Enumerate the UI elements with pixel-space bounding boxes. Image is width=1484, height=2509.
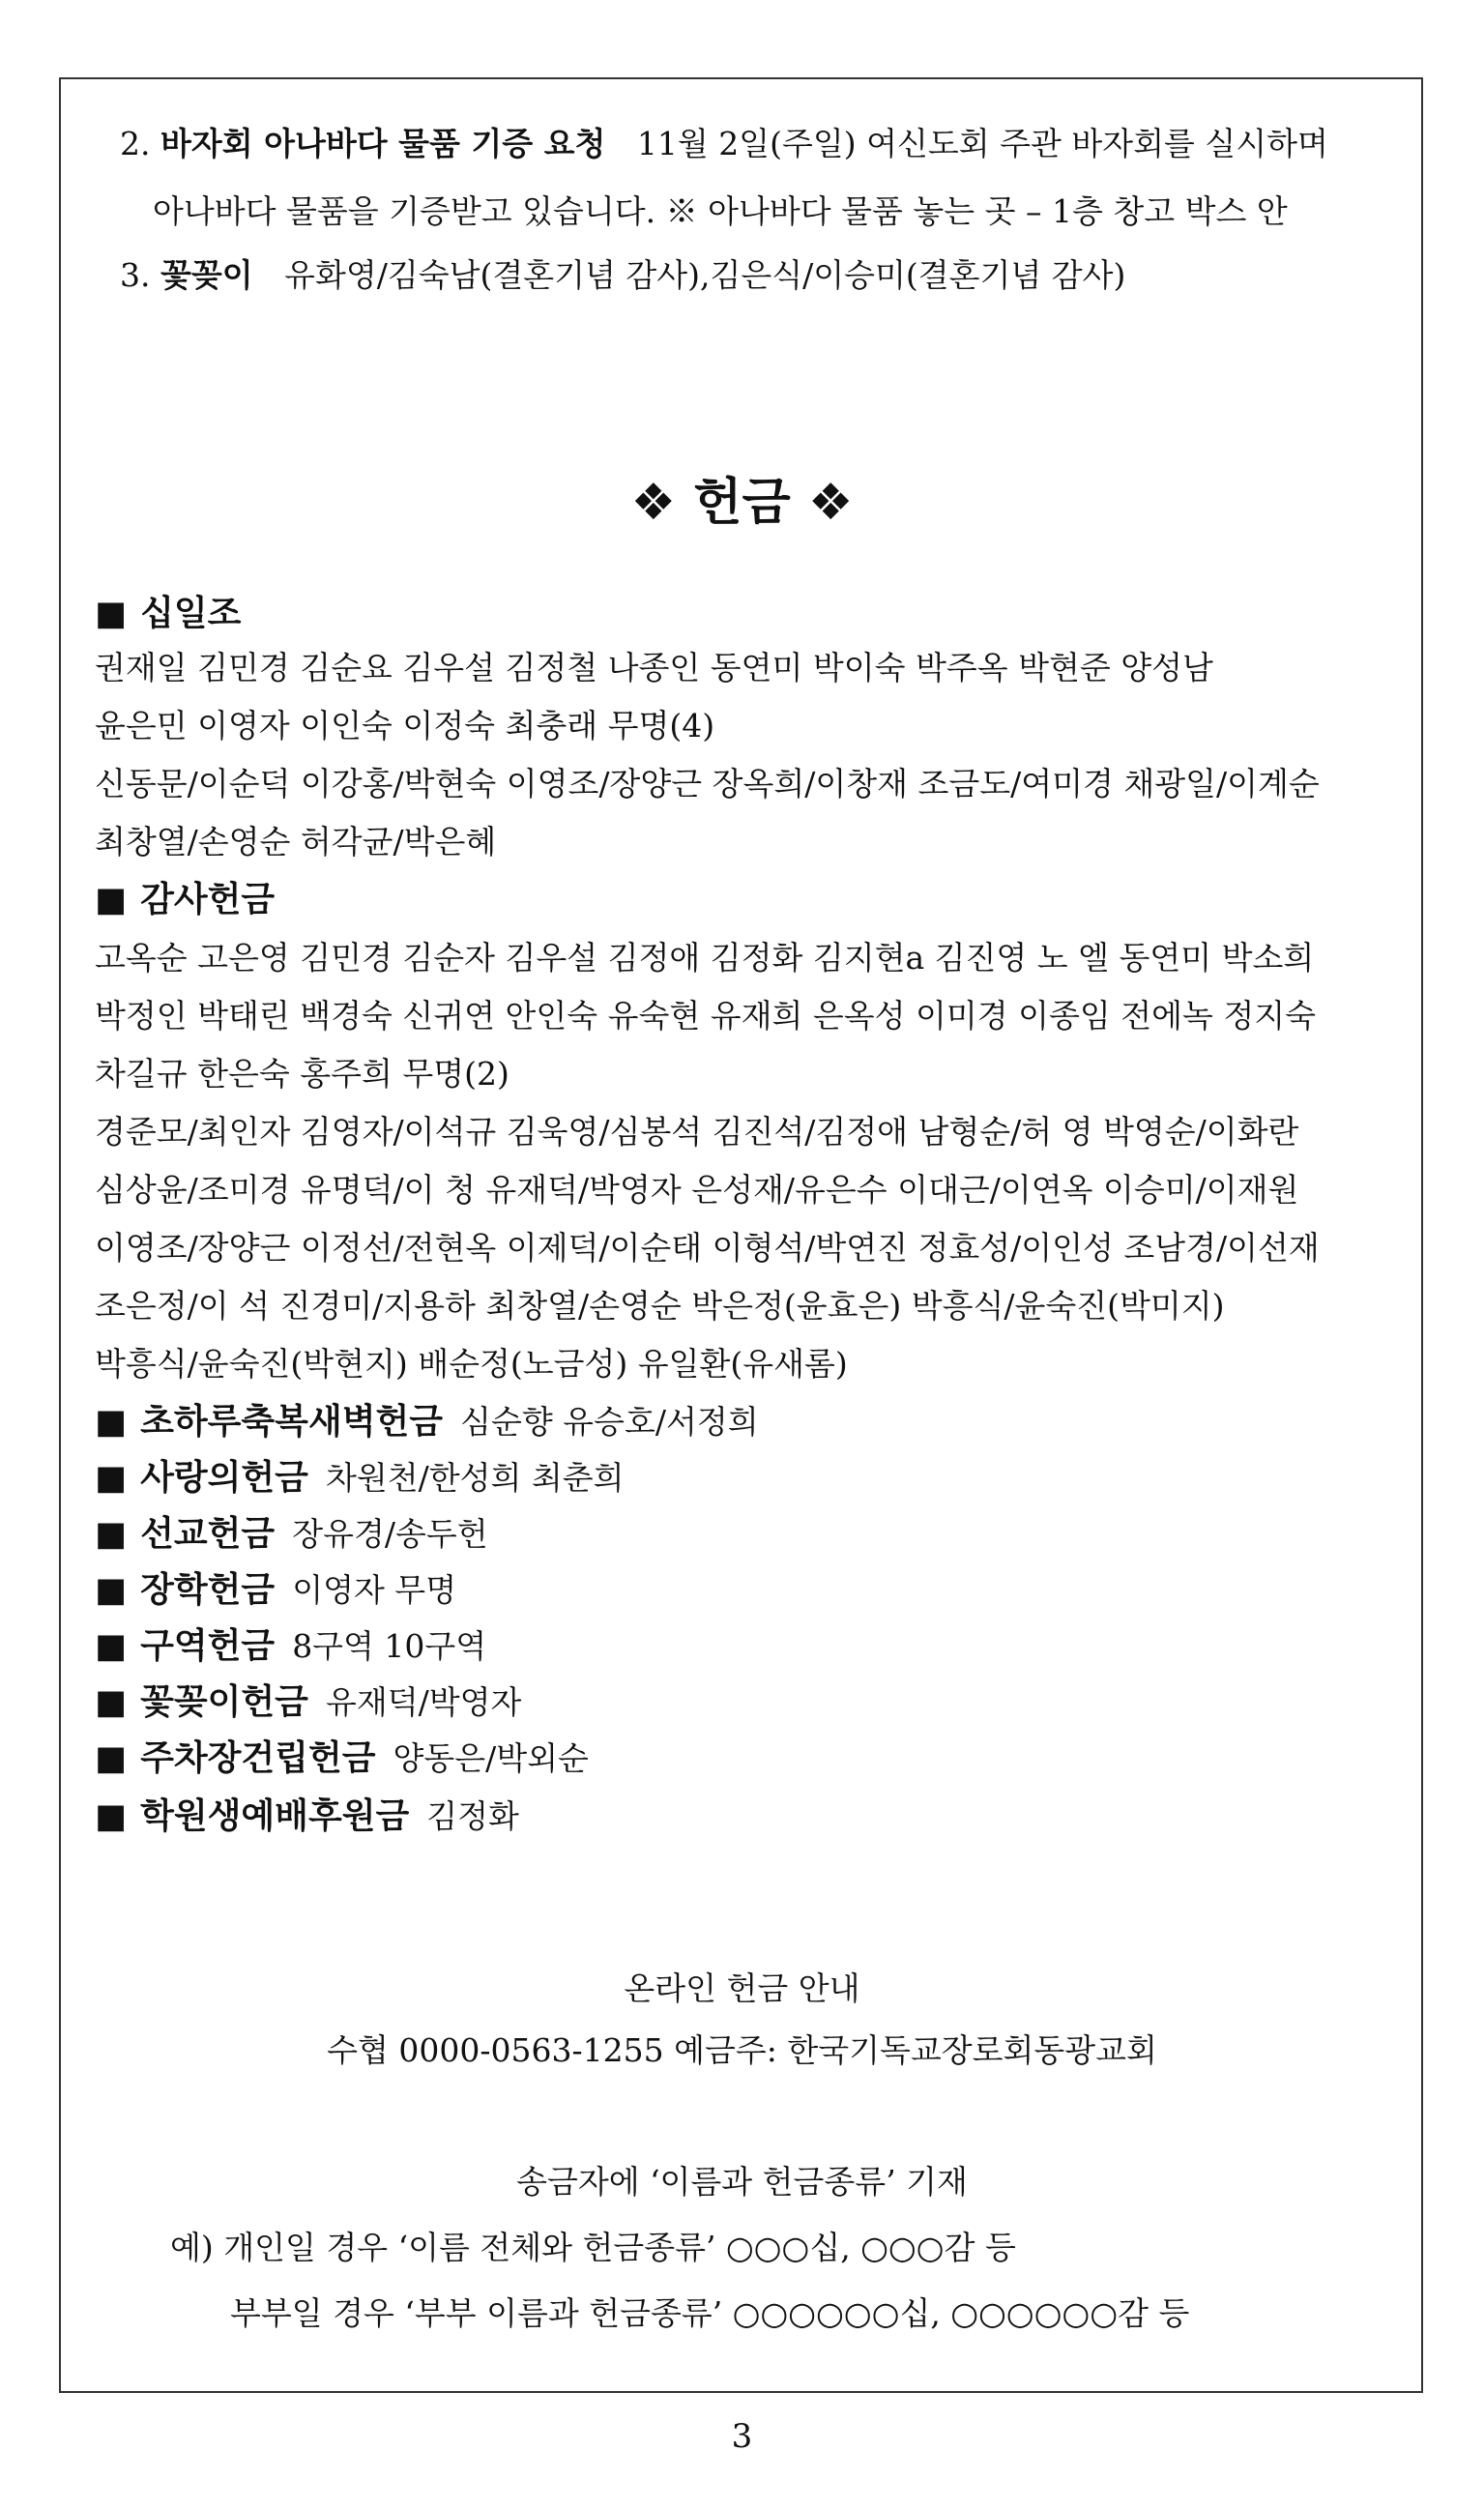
square-bullet-icon: ■ — [95, 1683, 128, 1722]
notice-3-title: 꽃꽂이 — [160, 256, 253, 294]
thanks-line: 조은정/이 석 진경미/지용하 최창열/손영순 박은정(윤효은) 박흥식/윤숙진(박미지) — [95, 1287, 1225, 1325]
online-example-couple: 부부일 경우 ‘부부 이름과 헌금종류’ ○○○○○○십, ○○○○○○감 등 — [230, 2294, 1190, 2332]
thanks-line: 이영조/장양근 이정선/전현옥 이제덕/이순태 이형석/박연진 정효성/이인성 조남경/이선재 — [95, 1229, 1320, 1267]
section-love-offering: ■ 사랑의헌금 차원천/한성희 최춘희 — [95, 1458, 625, 1498]
online-offering-title: 온라인 헌금 안내 — [624, 1969, 860, 2007]
notice-2-continuation: 아나바다 물품을 기증받고 있습니다. ※ 아나바다 물품 놓는 곳 – 1층 창고 박스 안 — [153, 192, 1288, 230]
square-bullet-icon: ■ — [95, 881, 128, 919]
square-bullet-icon: ■ — [95, 1797, 128, 1836]
square-bullet-icon: ■ — [95, 1739, 128, 1778]
thanks-line: 박정인 박태린 백경숙 신귀연 안인숙 유숙현 유재희 은옥성 이미경 이종임 전에녹 정지숙 — [95, 997, 1316, 1035]
online-account: 수협 0000-0563-1255 예금주: 한국기독교장로회동광교회 — [327, 2031, 1157, 2069]
thanks-line: 심상윤/조미경 유명덕/이 청 유재덕/박영자 은성재/유은수 이대근/이연옥 이승미/이재원 — [95, 1171, 1299, 1209]
section-scholarship-offering: ■ 장학헌금 이영자 무명 — [95, 1570, 457, 1610]
section-thanks-header — [95, 878, 275, 922]
section-parking-offering: ■ 주차장건립헌금 양동은/박외순 — [95, 1738, 589, 1778]
notice-2: 2. 바자회 아나바다 물품 기증 요청 11월 2일(주일) 여신도회 주관 바자회를 실시하며 — [120, 125, 1328, 162]
section-mission-offering: ■ 선교헌금 장유경/송두헌 — [95, 1514, 488, 1554]
square-bullet-icon: ■ — [95, 1459, 128, 1498]
section-district-offering: ■ 구역헌금 8구역 10구역 — [95, 1626, 487, 1666]
thanks-line: 경준모/최인자 김영자/이석규 김욱영/심봉석 김진석/김정애 남형순/허 영 박영순/이화란 — [95, 1113, 1299, 1151]
online-example-individual: 예) 개인일 경우 ‘이름 전체와 헌금종류’ ○○○십, ○○○감 등 — [170, 2229, 1016, 2266]
section-title: 십일조 — [140, 594, 242, 633]
square-bullet-icon: ■ — [95, 1571, 128, 1610]
page-number: 3 — [731, 2417, 753, 2456]
square-bullet-icon: ■ — [95, 595, 128, 633]
section-flower-offering: ■ 꽃꽂이헌금 유재덕/박영자 — [95, 1682, 522, 1722]
section-student-worship-offering: ■ 학원생예배후원금 김정화 — [95, 1796, 519, 1836]
notice-2-text: 11월 2일(주일) 여신도회 주관 바자회를 실시하며 — [636, 125, 1328, 162]
offering-heading: ❖ 헌금 ❖ — [630, 474, 854, 532]
notice-3-text: 유화영/김숙남(결혼기념 감사),김은식/이승미(결혼기념 감사) — [284, 256, 1126, 294]
section-dawn-offering: ■ 초하루축복새벽헌금 심순향 유승호/서정희 — [95, 1402, 759, 1442]
square-bullet-icon: ■ — [95, 1403, 128, 1442]
section-tithe-header — [95, 592, 241, 636]
thanks-line: 차길규 한은숙 홍주희 무명(2) — [95, 1055, 509, 1093]
tithe-line: 최창열/손영순 허각균/박은혜 — [95, 823, 497, 861]
thanks-line: 박흥식/윤숙진(박현지) 배순정(노금성) 유일환(유새롬) — [95, 1345, 848, 1383]
thanks-line: 고옥순 고은영 김민경 김순자 김우설 김정애 김정화 김지현a 김진영 노 엘 동연미 박소희 — [95, 939, 1315, 977]
tithe-line: 신동문/이순덕 이강홍/박현숙 이영조/장양근 장옥희/이창재 조금도/여미경 채광일/이계순 — [95, 765, 1320, 802]
tithe-line: 윤은민 이영자 이인숙 이정숙 최충래 무명(4) — [95, 707, 715, 744]
square-bullet-icon: ■ — [95, 1627, 128, 1666]
section-title: 감사헌금 — [140, 880, 276, 919]
square-bullet-icon: ■ — [95, 1515, 128, 1554]
online-instruction: 송금자에 ‘이름과 헌금종류’ 기재 — [516, 2163, 968, 2201]
tithe-line: 권재일 김민경 김순요 김우설 김정철 나종인 동연미 박이숙 박주옥 박현준 양성남 — [95, 649, 1213, 686]
notice-2-title: 바자회 아나바다 물품 기증 요청 — [160, 125, 606, 162]
notice-3: 3. 꽃꽂이 유화영/김숙남(결혼기념 감사),김은식/이승미(결혼기념 감사) — [120, 256, 1126, 294]
